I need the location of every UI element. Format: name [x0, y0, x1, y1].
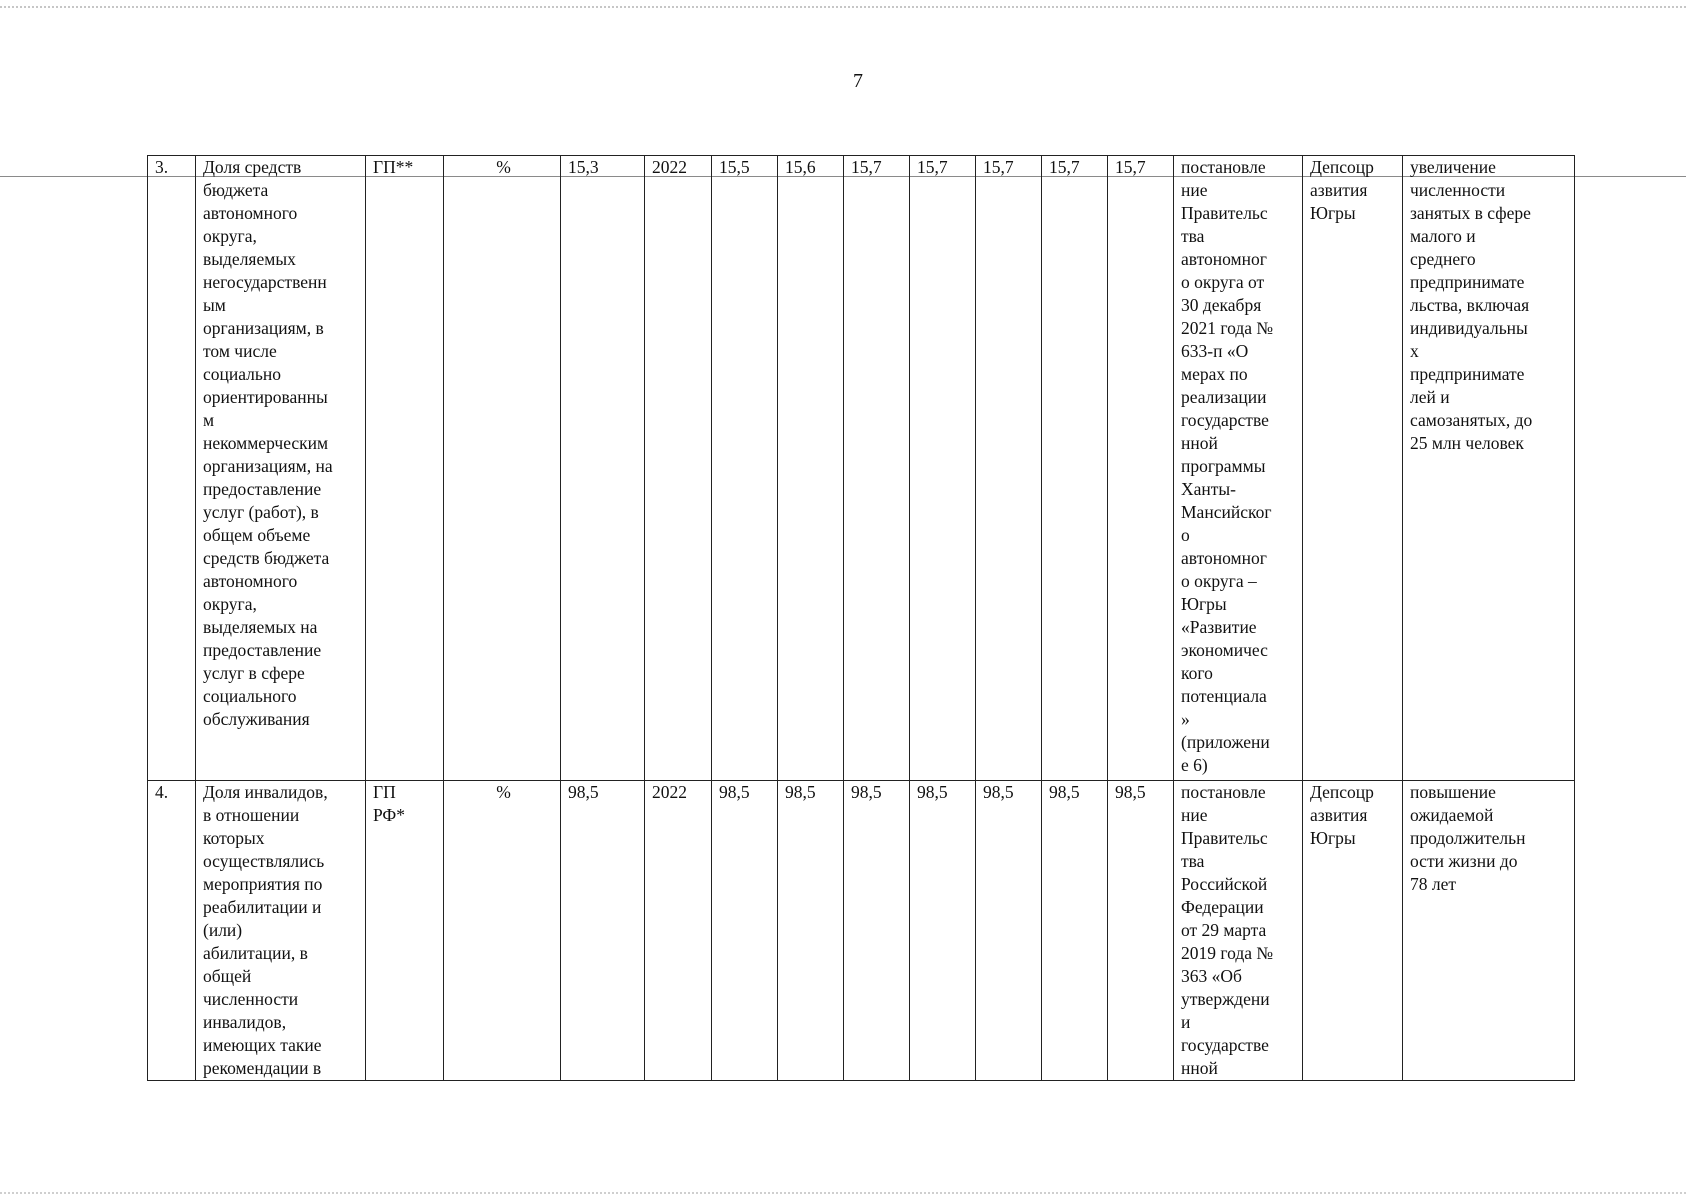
text-line: потенциала	[1181, 686, 1267, 706]
text-line: нной	[1181, 1058, 1218, 1078]
text-line: округа,	[203, 226, 257, 246]
text-line: продолжительн	[1410, 828, 1526, 848]
text-line: РФ*	[373, 805, 406, 825]
text-line: 363 «Об	[1181, 966, 1242, 986]
text-line: предоставление	[203, 640, 322, 660]
text-line: х	[1410, 341, 1419, 361]
year-value-cell: 98,5	[712, 781, 778, 1081]
text-line: автономног	[1181, 249, 1267, 269]
text-line: Югры	[1310, 203, 1356, 223]
year-value-cell: 98,5	[1108, 781, 1174, 1081]
text-line: автономного	[203, 571, 298, 591]
indicator-source	[366, 156, 444, 781]
text-line: некоммерческим	[203, 433, 329, 453]
text-line: 633-п «О	[1181, 341, 1249, 361]
text-line: общей	[203, 966, 252, 986]
text-line: ориентированны	[203, 387, 328, 407]
indicators-table	[147, 155, 1575, 1081]
year-value-cell: 15,7	[1042, 156, 1108, 781]
year-value-cell: 98,5	[1042, 781, 1108, 1081]
text-line: имеющих такие	[203, 1035, 322, 1055]
text-line: е 6)	[1181, 755, 1208, 775]
document-reference	[1174, 156, 1303, 781]
text-line: 78 лет	[1410, 874, 1457, 894]
text-line: малого и	[1410, 226, 1476, 246]
unit-cell: %	[444, 156, 561, 781]
table-row	[148, 156, 1575, 781]
text-line: постановле	[1181, 157, 1266, 177]
text-line: о	[1181, 525, 1190, 545]
text-line: утверждени	[1181, 989, 1270, 1009]
text-line: ние	[1181, 180, 1208, 200]
text-line: Депсоцр	[1310, 157, 1374, 177]
base-year-cell: 2022	[645, 156, 712, 781]
text-line: Югры	[1181, 594, 1227, 614]
text-line: экономичес	[1181, 640, 1268, 660]
text-line: 2019 года №	[1181, 943, 1274, 963]
text-line: и	[1181, 1012, 1191, 1032]
text-line: предпринимате	[1410, 272, 1525, 292]
text-line: м	[203, 410, 215, 430]
text-line: лей и	[1410, 387, 1450, 407]
text-line: среднего	[1410, 249, 1476, 269]
text-line: в отношении	[203, 805, 300, 825]
text-line: азвития	[1310, 180, 1368, 200]
text-line: азвития	[1310, 805, 1368, 825]
text-line: индивидуальны	[1410, 318, 1528, 338]
text-line: средств бюджета	[203, 548, 330, 568]
indicator-source	[366, 781, 444, 1081]
text-line: «Развитие	[1181, 617, 1257, 637]
text-line: 2021 года №	[1181, 318, 1274, 338]
text-line: программы	[1181, 456, 1266, 476]
year-value-cell: 15,7	[844, 156, 910, 781]
text-line: повышение	[1410, 782, 1496, 802]
document-reference	[1174, 781, 1303, 1081]
text-line: которых	[203, 828, 265, 848]
responsible-body	[1303, 156, 1403, 781]
text-line: услуг (работ), в	[203, 502, 319, 522]
text-line: Мансийског	[1181, 502, 1272, 522]
text-line: Правительс	[1181, 828, 1268, 848]
scan-edge-bottom	[0, 1192, 1686, 1198]
indicator-name	[196, 156, 366, 781]
page-number: 7	[853, 70, 863, 92]
year-value-cell: 98,5	[910, 781, 976, 1081]
text-line: государстве	[1181, 1035, 1269, 1055]
text-line: тва	[1181, 851, 1205, 871]
text-line: реабилитации и	[203, 897, 322, 917]
text-line: абилитации, в	[203, 943, 308, 963]
text-line: осуществлялись	[203, 851, 325, 871]
text-line: автономного	[203, 203, 298, 223]
text-line: кого	[1181, 663, 1213, 683]
text-line: Депсоцр	[1310, 782, 1374, 802]
text-line: 30 декабря	[1181, 295, 1262, 315]
text-line: ым	[203, 295, 226, 315]
text-line: общем объеме	[203, 525, 311, 545]
table-row	[148, 781, 1575, 1081]
text-line: нной	[1181, 433, 1218, 453]
text-line: ние	[1181, 805, 1208, 825]
text-line: ГП**	[373, 157, 414, 177]
text-line: организациям, в	[203, 318, 324, 338]
national-goal	[1403, 156, 1575, 781]
text-line: автономног	[1181, 548, 1267, 568]
responsible-body	[1303, 781, 1403, 1081]
indicator-name	[196, 781, 366, 1081]
text-line: том числе	[203, 341, 277, 361]
text-line: негосударственн	[203, 272, 327, 292]
text-line: Ханты-	[1181, 479, 1237, 499]
row-number: 4.	[148, 781, 196, 1081]
text-line: социально	[203, 364, 281, 384]
text-line: выделяемых на	[203, 617, 318, 637]
text-line: (или)	[203, 920, 243, 940]
text-line: Правительс	[1181, 203, 1268, 223]
text-line: предпринимате	[1410, 364, 1525, 384]
national-goal	[1403, 781, 1575, 1081]
year-value-cell: 15,7	[910, 156, 976, 781]
text-line: льства, включая	[1410, 295, 1530, 315]
scan-edge-top	[0, 6, 1686, 12]
year-value-cell: 15,7	[1108, 156, 1174, 781]
text-line: занятых в сфере	[1410, 203, 1531, 223]
text-line: ости жизни до	[1410, 851, 1518, 871]
text-line: Федерации	[1181, 897, 1264, 917]
year-value-cell: 15,6	[778, 156, 844, 781]
text-line: от 29 марта	[1181, 920, 1267, 940]
text-line: 25 млн человек	[1410, 433, 1524, 453]
unit-cell: %	[444, 781, 561, 1081]
text-line: (приложени	[1181, 732, 1270, 752]
text-line: округа,	[203, 594, 257, 614]
text-line: постановле	[1181, 782, 1266, 802]
text-line: тва	[1181, 226, 1205, 246]
year-value-cell: 98,5	[844, 781, 910, 1081]
text-line: мероприятия по	[203, 874, 323, 894]
text-line: выделяемых	[203, 249, 296, 269]
text-line: Доля средств	[203, 157, 302, 177]
year-value-cell: 98,5	[778, 781, 844, 1081]
text-line: Российской	[1181, 874, 1268, 894]
text-line: услуг в сфере	[203, 663, 305, 683]
text-line: мерах по	[1181, 364, 1248, 384]
text-line: государстве	[1181, 410, 1269, 430]
text-line: Югры	[1310, 828, 1356, 848]
text-line: организациям, на	[203, 456, 333, 476]
text-line: инвалидов,	[203, 1012, 287, 1032]
text-line: ГП	[373, 782, 396, 802]
text-line: »	[1181, 709, 1190, 729]
text-line: численности	[203, 989, 299, 1009]
text-line: о округа от	[1181, 272, 1265, 292]
text-line: численности	[1410, 180, 1506, 200]
text-line: бюджета	[203, 180, 269, 200]
text-line: самозанятых, до	[1410, 410, 1533, 430]
base-value-cell: 98,5	[561, 781, 645, 1081]
text-line: социального	[203, 686, 297, 706]
text-line: рекомендации в	[203, 1058, 322, 1078]
text-line: увеличение	[1410, 157, 1496, 177]
text-line: обслуживания	[203, 709, 310, 729]
text-line: предоставление	[203, 479, 322, 499]
year-value-cell: 15,7	[976, 156, 1042, 781]
row-number: 3.	[148, 156, 196, 781]
text-line: реализации	[1181, 387, 1267, 407]
text-line: Доля инвалидов,	[203, 782, 328, 802]
year-value-cell: 98,5	[976, 781, 1042, 1081]
base-year-cell: 2022	[645, 781, 712, 1081]
text-line: о округа –	[1181, 571, 1257, 591]
year-value-cell: 15,5	[712, 156, 778, 781]
text-line: ожидаемой	[1410, 805, 1494, 825]
base-value-cell: 15,3	[561, 156, 645, 781]
